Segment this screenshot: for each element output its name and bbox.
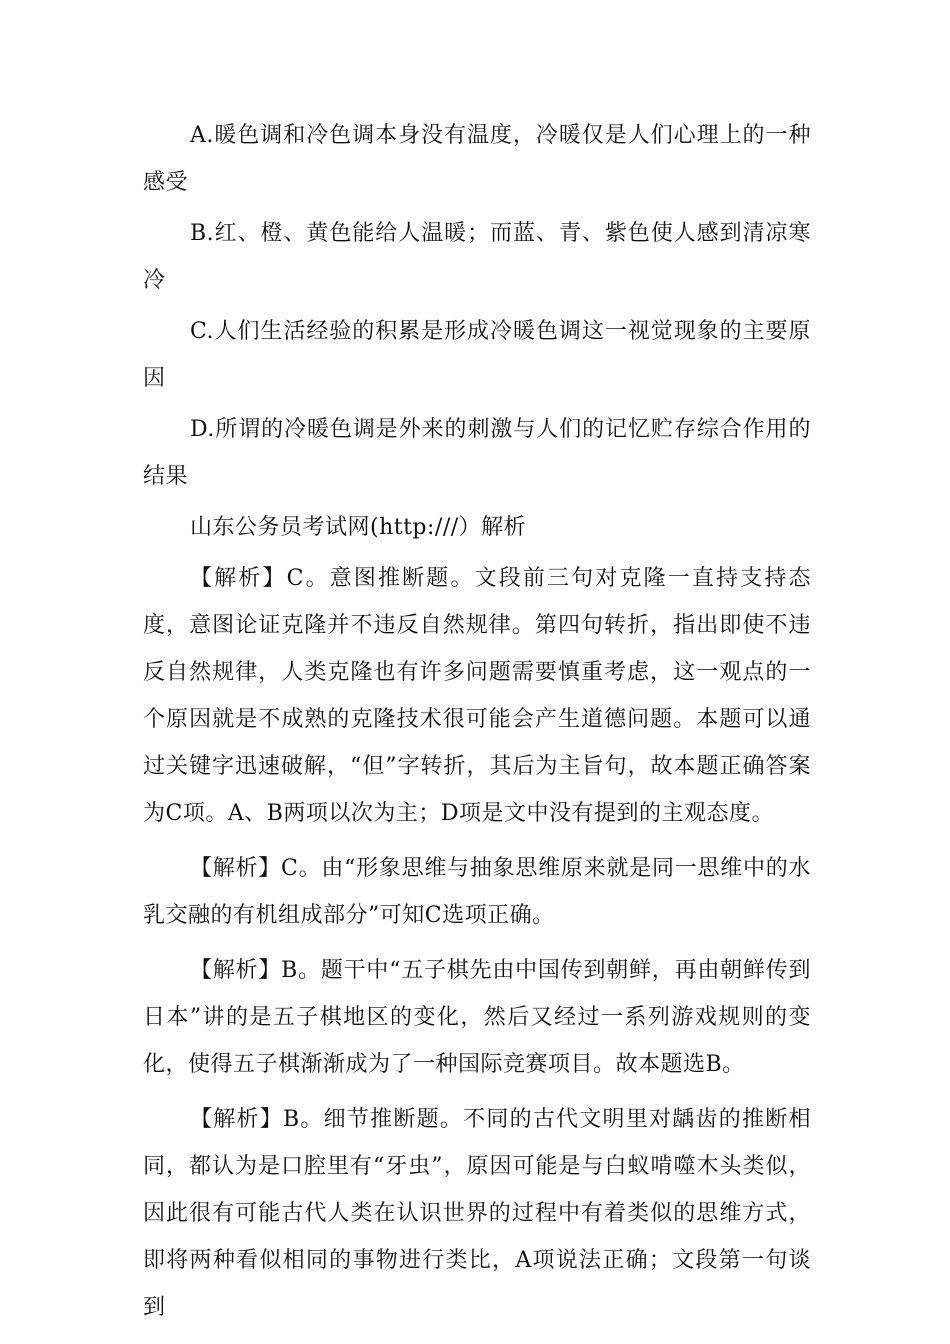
source-line: 山东公务员考试网(http:///）解析 xyxy=(190,515,527,540)
option-c-paragraph: C.人们生活经验的积累是形成冷暖色调这一视觉现象的主要原因 xyxy=(143,319,811,391)
option-d-paragraph: D.所谓的冷暖色调是外来的刺激与人们的记忆贮存综合作用的结果 xyxy=(143,417,811,489)
analysis-paragraph-1: 【解析】C。意图推断题。文段前三句对克隆一直持支持态度，意图论证克隆并不违反自然规律。第四句转折，指出即使不违反自然规律，人类克隆也有许多问题需要慎重考虑，这一观点的一个原因就是不成熟的克隆技术很可能会产生道德问题。本题可以通过关键字迅速破解，“但”字转折，其后为主旨句，故本题正确答案为C项。A、B两项以次为主；D项是文中没有提到的主观态度。 xyxy=(143,566,811,826)
option-b-paragraph: B.红、橙、黄色能给人温暖；而蓝、青、紫色使人感到清凉寒冷 xyxy=(143,221,811,293)
document-body xyxy=(143,112,811,1339)
analysis-paragraph-4: 【解析】B。细节推断题。不同的古代文明里对龋齿的推断相同，都认为是口腔里有“牙虫”，原因可能是与白蚁啃噬木头类似，因此很有可能古代人类在认识世界的过程中有着类似的思维方式，即将两种看似相同的事物进行类比，A项说法正确；文段第一句谈到 xyxy=(143,1107,811,1320)
option-a-paragraph: A.暖色调和冷色调本身没有温度，冷暖仅是人们心理上的一种感受 xyxy=(143,123,811,195)
analysis-paragraph-3: 【解析】B。题干中“五子棋先由中国传到朝鲜，再由朝鲜传到日本”讲的是五子棋地区的变化，然后又经过一系列游戏规则的变化，使得五子棋渐渐成为了一种国际竞赛项目。故本题选B。 xyxy=(143,958,811,1077)
analysis-paragraph-2: 【解析】C。由“形象思维与抽象思维原来就是同一思维中的水乳交融的有机组成部分”可知C选项正确。 xyxy=(143,856,811,928)
